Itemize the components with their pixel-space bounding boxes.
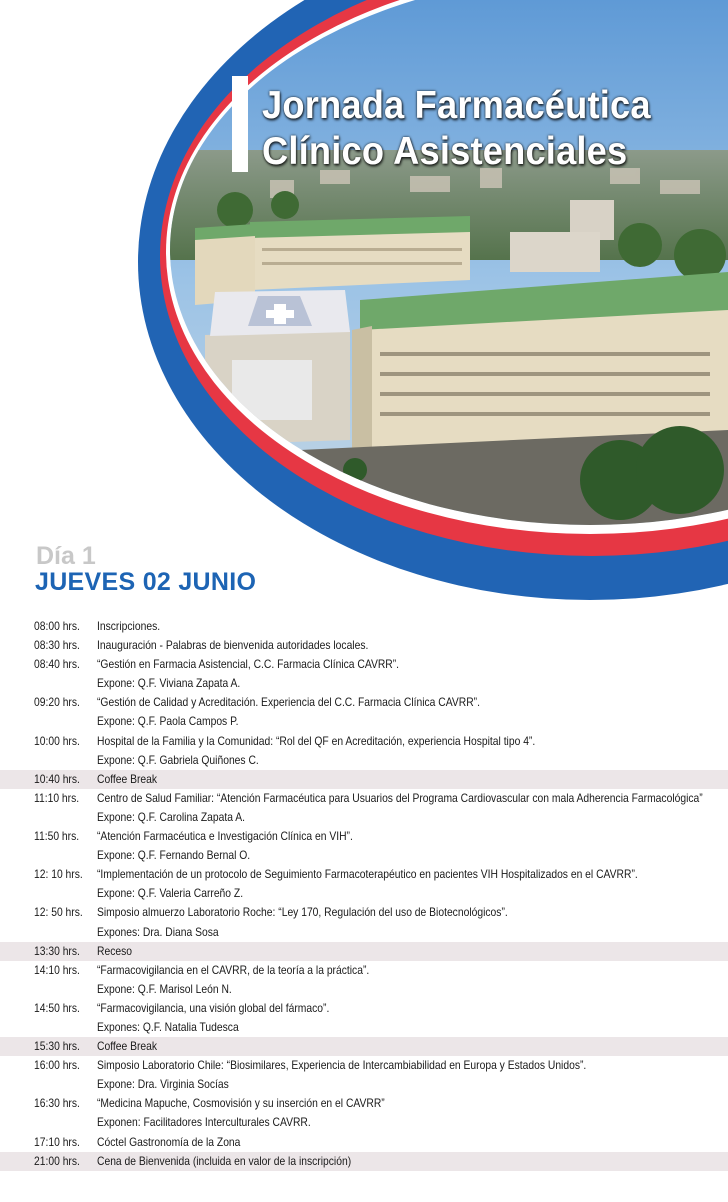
schedule-row [0, 789, 728, 808]
schedule-row [0, 1075, 728, 1094]
schedule-time: 10:40 hrs. [34, 771, 80, 786]
schedule-row [0, 751, 728, 770]
schedule-row [0, 980, 728, 999]
schedule-row [0, 1113, 728, 1132]
schedule-description: Cena de Bienvenida (incluida en valor de la inscripción) [97, 1153, 352, 1168]
schedule-description: Coffee Break [97, 771, 158, 786]
schedule-description: Expone: Q.F. Fernando Bernal O. [97, 848, 251, 863]
schedule-description: Expone: Q.F. Viviana Zapata A. [97, 676, 241, 691]
schedule-row [0, 712, 728, 731]
schedule-row [0, 1094, 728, 1113]
schedule-description: “Gestión de Calidad y Acreditación. Experiencia del C.C. Farmacia Clínica CAVRR”. [97, 695, 480, 710]
schedule-row [0, 999, 728, 1018]
schedule-time: 14:50 hrs. [34, 1000, 80, 1015]
day-label: Día 1 [36, 542, 96, 570]
event-title-line-2: Clínico Asistenciales [262, 130, 628, 173]
schedule-time: 11:10 hrs. [34, 790, 80, 805]
schedule-description: Expones: Q.F. Natalia Tudesca [97, 1019, 239, 1034]
schedule-row [0, 1018, 728, 1037]
schedule-time: 21:00 hrs. [34, 1153, 80, 1168]
schedule-row [0, 1037, 728, 1056]
schedule-description: Expone: Q.F. Carolina Zapata A. [97, 809, 246, 824]
schedule-time: 12: 50 hrs. [34, 905, 83, 920]
schedule-description: Expones: Dra. Diana Sosa [97, 924, 219, 939]
schedule-time: 10:00 hrs. [34, 733, 80, 748]
schedule-description: Expone: Q.F. Paola Campos P. [97, 714, 239, 729]
schedule-description: “Implementación de un protocolo de Seguimiento Farmacoterapéutico en pacientes VIH Hospitalizados en el CAVRR”. [97, 867, 638, 882]
schedule-row [0, 865, 728, 884]
schedule-row [0, 770, 728, 789]
date-heading: JUEVES 02 JUNIO [35, 568, 257, 596]
schedule-description: “Medicina Mapuche, Cosmovisión y su inserción en el CAVRR” [97, 1096, 385, 1111]
schedule-description: “Farmacovigilancia en el CAVRR, de la teoría a la práctica”. [97, 962, 370, 977]
schedule-row [0, 655, 728, 674]
schedule-description: Receso [97, 943, 132, 958]
schedule-row [0, 693, 728, 712]
schedule-time: 17:10 hrs. [34, 1134, 80, 1149]
event-title-line-1: Jornada Farmacéutica [262, 84, 651, 127]
title-accent-bar [232, 76, 248, 172]
schedule-description: “Atención Farmacéutica e Investigación Clínica en VIH”. [97, 829, 353, 844]
schedule-description: Expone: Q.F. Valeria Carreño Z. [97, 886, 244, 901]
schedule-description: Coffee Break [97, 1039, 158, 1054]
schedule-row [0, 808, 728, 827]
schedule-description: Centro de Salud Familiar: “Atención Farmacéutica para Usuarios del Programa Cardiovascular con mala Adherencia Farmacológica” [97, 790, 703, 805]
schedule-row [0, 827, 728, 846]
schedule-description: Cóctel Gastronomía de la Zona [97, 1134, 241, 1149]
schedule-description: Expone: Q.F. Marisol León N. [97, 981, 232, 996]
schedule-time: 11:50 hrs. [34, 829, 80, 844]
schedule-time: 14:10 hrs. [34, 962, 80, 977]
schedule-description: “Farmacovigilancia, una visión global del fármaco”. [97, 1000, 330, 1015]
schedule-row [0, 846, 728, 865]
schedule-description: Expone: Q.F. Gabriela Quiñones C. [97, 752, 259, 767]
schedule-row [0, 617, 728, 636]
schedule-time: 13:30 hrs. [34, 943, 80, 958]
schedule-description: Exponen: Facilitadores Interculturales CAVRR. [97, 1115, 311, 1130]
schedule-row [0, 903, 728, 922]
schedule-time: 16:00 hrs. [34, 1058, 80, 1073]
schedule-time: 15:30 hrs. [34, 1039, 80, 1054]
schedule-list [0, 617, 728, 1171]
schedule-time: 08:00 hrs. [34, 619, 80, 633]
schedule-description: Simposio Laboratorio Chile: “Biosimilares, Experiencia de Intercambiabilidad en Europa y Estados Unidos”. [97, 1058, 587, 1073]
schedule-row [0, 961, 728, 980]
schedule-time: 12: 10 hrs. [34, 867, 83, 882]
schedule-time: 08:30 hrs. [34, 638, 80, 653]
schedule-row [0, 636, 728, 655]
schedule-description: Inscripciones. [97, 619, 161, 633]
schedule-row [0, 884, 728, 903]
schedule-description: Simposio almuerzo Laboratorio Roche: “Ley 170, Regulación del uso de Biotecnológicos”. [97, 905, 508, 920]
schedule-row [0, 1152, 728, 1171]
schedule-time: 16:30 hrs. [34, 1096, 80, 1111]
schedule-time: 08:40 hrs. [34, 657, 80, 672]
schedule-description: Inauguración - Palabras de bienvenida autoridades locales. [97, 638, 369, 653]
schedule-description: “Gestión en Farmacia Asistencial, C.C. Farmacia Clínica CAVRR”. [97, 657, 400, 672]
schedule-row [0, 942, 728, 961]
schedule-row [0, 923, 728, 942]
schedule-row [0, 1056, 728, 1075]
schedule-description: Expone: Dra. Virginia Socías [97, 1077, 229, 1092]
schedule-row [0, 1133, 728, 1152]
schedule-time: 09:20 hrs. [34, 695, 80, 710]
schedule-row [0, 732, 728, 751]
schedule-description: Hospital de la Familia y la Comunidad: “Rol del QF en Acreditación, experiencia Hospital tipo 4”. [97, 733, 536, 748]
schedule-row [0, 674, 728, 693]
